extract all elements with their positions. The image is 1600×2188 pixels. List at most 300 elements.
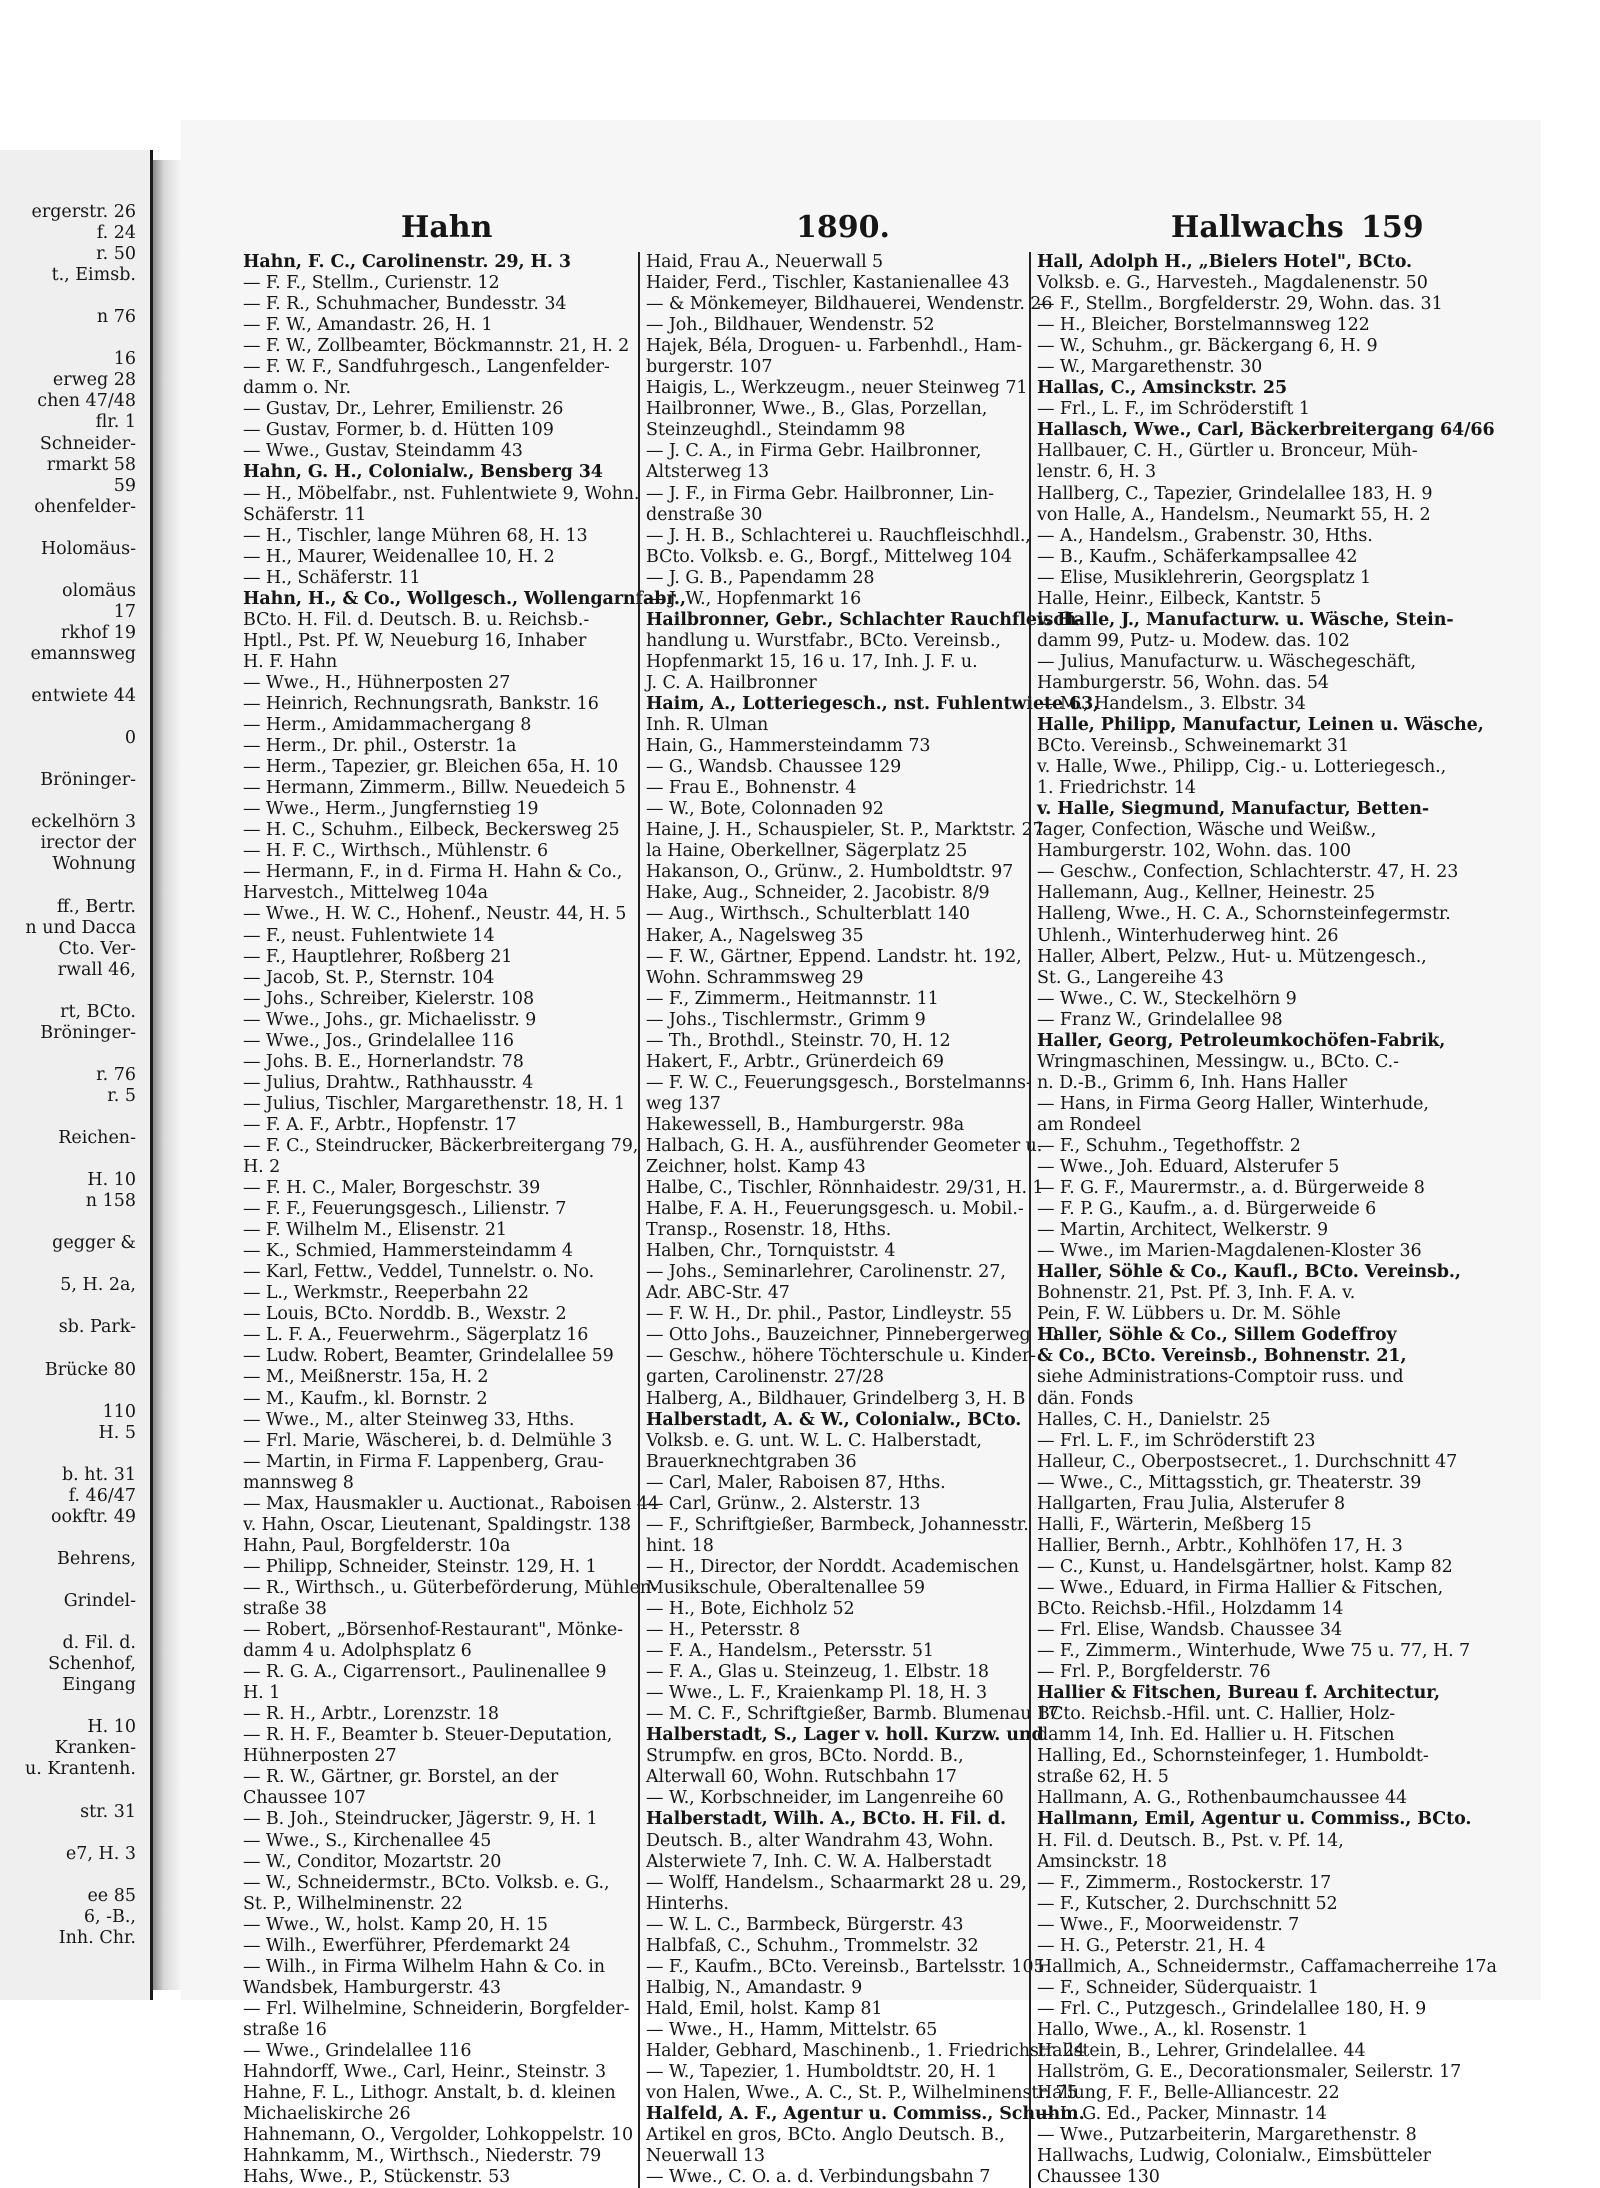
directory-entry: — M. C. F., Schriftgießer, Barmb. Blumenau 17 — [646, 1704, 1059, 1725]
directory-entry: — F. A. F., Arbtr., Hopfenstr. 17 — [243, 1114, 517, 1135]
edge-fragment: H. 10 — [87, 1170, 136, 1191]
directory-entry: v. Halle, Siegmund, Manufactur, Betten- — [1037, 799, 1430, 820]
directory-entry: — Wwe., Joh. Eduard, Alsterufer 5 — [1037, 1157, 1340, 1178]
directory-entry: — Martin, Architect, Welkerstr. 9 — [1037, 1220, 1329, 1241]
edge-fragment: rmarkt 58 — [46, 454, 136, 475]
directory-entry: — Frl. C., Putzgesch., Grindelallee 180, H. 9 — [1037, 1998, 1427, 2019]
directory-entry: Halbig, N., Amandastr. 9 — [646, 1977, 863, 1998]
directory-entry: — Gustav, Former, b. d. Hütten 109 — [243, 420, 554, 441]
directory-entry: — Geschw., Confection, Schlachterstr. 47, H. 23 — [1037, 862, 1459, 883]
directory-entry: — H., Director, der Norddt. Academischen — [646, 1556, 1019, 1577]
edge-fragment: erweg 28 — [52, 370, 136, 391]
edge-fragment: t., Eimsb. — [51, 265, 136, 286]
directory-entry: — M., Meißnerstr. 15a, H. 2 — [243, 1367, 489, 1388]
directory-entry: hint. 18 — [646, 1535, 714, 1556]
directory-entry: — Frl. L. F., im Schröderstift 23 — [1037, 1430, 1316, 1451]
directory-entry: — Hermann, F., in d. Firma H. Hahn & Co., — [243, 862, 623, 883]
directory-entry: — Jacob, St. P., Sternstr. 104 — [243, 967, 495, 988]
directory-entry: Harvestch., Mittelweg 104a — [243, 883, 488, 904]
directory-entry: — C., Kunst, u. Handelsgärtner, holst. Kamp 82 — [1037, 1556, 1453, 1577]
edge-fragment: eckelhörn 3 — [31, 812, 136, 833]
directory-entry: — F. W. H., Dr. phil., Pastor, Lindleystr. 55 — [646, 1304, 1012, 1325]
directory-entry: & Co., BCto. Vereinsb., Bohnenstr. 21, — [1037, 1346, 1407, 1367]
directory-entry: — Otto Johs., Bauzeichner, Pinnebergerweg 10 — [646, 1325, 1059, 1346]
directory-entry: Haker, A., Nagelsweg 35 — [646, 925, 864, 946]
directory-entry: Hahnemann, O., Vergolder, Lohkoppelstr. 10 — [243, 2125, 634, 2146]
directory-entry: — Wwe., F., Moorweidenstr. 7 — [1037, 1914, 1300, 1935]
directory-entry: — Wwe., Grindelallee 116 — [243, 2040, 472, 2061]
directory-entry: — W., Margarethenstr. 30 — [1037, 357, 1263, 378]
edge-fragment: H. 10 — [87, 1717, 136, 1738]
directory-entry: Hallwachs, Ludwig, Colonialw., Eimsbütteler — [1037, 2146, 1431, 2167]
directory-entry: handlung u. Wurstfabr., BCto. Vereinsb., — [646, 630, 1001, 651]
directory-entry: Volksb. e. G. unt. W. L. C. Halberstadt, — [646, 1430, 982, 1451]
directory-entry: Neuerwall 13 — [646, 2146, 765, 2167]
directory-entry: — Martin, in Firma F. Lappenberg, Grau- — [243, 1451, 604, 1472]
directory-entry: BCto. Vereinsb., Schweinemarkt 31 — [1037, 736, 1349, 757]
directory-entry: — H., Tischler, lange Mühren 68, H. 13 — [243, 525, 588, 546]
edge-fragment: gegger & — [52, 1233, 136, 1254]
edge-fragment: Bröninger- — [40, 770, 136, 791]
directory-entry: — Wwe., im Marien-Magdalenen-Kloster 36 — [1037, 1241, 1422, 1262]
directory-entry: — F., Stellm., Borgfelderstr. 29, Wohn. das. 31 — [1037, 294, 1443, 315]
directory-entry: — Heinrich, Rechnungsrath, Bankstr. 16 — [243, 693, 599, 714]
edge-fragment — [0, 791, 136, 812]
edge-fragment — [0, 518, 136, 539]
directory-entry: — A., Handelsm., Grabenstr. 30, Hths. — [1037, 525, 1373, 546]
edge-fragment — [0, 1528, 136, 1549]
directory-entry: Artikel en gros, BCto. Anglo Deutsch. B., — [646, 2125, 1005, 2146]
directory-entry: Haim, A., Lotteriegesch., nst. Fuhlentwiete 63, — [646, 693, 1100, 714]
directory-entry: Haid, Frau A., Neuerwall 5 — [646, 252, 884, 272]
directory-entry: — Johs., Schreiber, Kielerstr. 108 — [243, 988, 534, 1009]
directory-entry: — Wwe., Jos., Grindelallee 116 — [243, 1030, 514, 1051]
directory-entry: — Johs., Seminarlehrer, Carolinenstr. 27, — [646, 1262, 1006, 1283]
left-page-edge — [0, 150, 153, 2000]
directory-entry: Hamburgerstr. 56, Wohn. das. 54 — [1037, 672, 1329, 693]
directory-entry: Transp., Rosenstr. 18, Hths. — [646, 1220, 892, 1241]
edge-fragment — [0, 560, 136, 581]
edge-fragment: emannsweg — [30, 643, 136, 664]
directory-entry: Haller, Albert, Pelzw., Hut- u. Mützengesch., — [1037, 946, 1427, 967]
directory-entry: am Rondeel — [1037, 1114, 1142, 1135]
directory-entry: Halli, F., Wärterin, Meßberg 15 — [1037, 1514, 1312, 1535]
directory-entry: — Philipp, Schneider, Steinstr. 129, H. 1 — [243, 1556, 597, 1577]
edge-fragment: 59 — [113, 475, 136, 496]
directory-page — [181, 120, 1541, 2188]
directory-entry: — Julius, Manufacturw. u. Wäschegeschäft, — [1037, 651, 1416, 672]
running-head-year: 1890. — [796, 210, 890, 245]
directory-entry: v. Halle, J., Manufacturw. u. Wäsche, Stein- — [1037, 609, 1454, 630]
directory-entry: — F., Zimmerm., Heitmannstr. 11 — [646, 988, 939, 1009]
directory-entry: — Wwe., C., Mittagsstich, gr. Theaterstr. 39 — [1037, 1472, 1422, 1493]
left-page-fragments — [0, 150, 150, 1949]
directory-entry: Chaussee 107 — [243, 1788, 366, 1809]
edge-fragment: ohenfelder- — [34, 496, 136, 517]
directory-entry: — F. W., Amandastr. 26, H. 1 — [243, 315, 493, 336]
directory-entry: — H., Petersstr. 8 — [646, 1620, 801, 1641]
edge-fragment: n 158 — [85, 1191, 136, 1212]
edge-fragment — [0, 1149, 136, 1170]
edge-fragment: Kranken- — [54, 1738, 136, 1759]
directory-entry: straße 62, H. 5 — [1037, 1767, 1169, 1788]
edge-fragment — [0, 1107, 136, 1128]
directory-entry: — H., Bleicher, Borstelmannsweg 122 — [1037, 315, 1370, 336]
directory-entry: H. 2 — [243, 1157, 281, 1178]
directory-entry: — W., Bote, Colonnaden 92 — [646, 799, 884, 820]
edge-fragment: rt, BCto. — [60, 1001, 136, 1022]
directory-entry: — F., Zimmerm., Rostockerstr. 17 — [1037, 1872, 1332, 1893]
directory-entry: — Julius, Tischler, Margarethenstr. 18, H. 1 — [243, 1093, 625, 1114]
edge-fragment — [0, 1212, 136, 1233]
directory-entry: Hallmann, A. G., Rothenbaumchaussee 44 — [1037, 1788, 1408, 1809]
edge-fragment — [0, 1044, 136, 1065]
directory-entry: — F. W. C., Feuerungsgesch., Borstelmanns- — [646, 1072, 1032, 1093]
directory-entry: Hall, Adolph H., „Bielers Hotel", BCto. — [1037, 252, 1412, 272]
edge-fragment: rkhof 19 — [60, 622, 136, 643]
directory-entry: Halleng, Wwe., H. C. A., Schornsteinfegermstr. — [1037, 904, 1451, 925]
edge-fragment: Reichen- — [58, 1128, 136, 1149]
directory-entry: Hain, G., Hammersteindamm 73 — [646, 736, 931, 757]
directory-entry: — F., Zimmerm., Winterhude, Wwe 75 u. 77, H. 7 — [1037, 1641, 1471, 1662]
directory-entry: — F. W., Gärtner, Eppend. Landstr. ht. 192, — [646, 946, 1022, 967]
directory-entry: — W., Conditor, Mozartstr. 20 — [243, 1851, 502, 1872]
directory-entry: Halbe, C., Tischler, Rönnhaidestr. 29/31, H. 1 — [646, 1178, 1044, 1199]
directory-entry: — W., Schneidermstr., BCto. Volksb. e. G., — [243, 1872, 610, 1893]
directory-entry: — F., Schneider, Süderquaistr. 1 — [1037, 1977, 1319, 1998]
directory-entry: von Halle, A., Handelsm., Neumarkt 55, H. 2 — [1037, 504, 1431, 525]
directory-entry: Hallemann, Aug., Kellner, Heinestr. 25 — [1037, 883, 1375, 904]
directory-entry: — R. H. F., Beamter b. Steuer-Deputation, — [243, 1725, 613, 1746]
running-head-right: Hallwachs — [1171, 210, 1344, 245]
directory-entry: — L. G. Ed., Packer, Minnastr. 14 — [1037, 2104, 1327, 2125]
edge-fragment — [0, 876, 136, 897]
directory-entry: lager, Confection, Wäsche und Weißw., — [1037, 820, 1377, 841]
running-head-left: Hahn — [401, 210, 493, 245]
directory-entry: Hallmann, Emil, Agentur u. Commiss., BCto. — [1037, 1809, 1472, 1830]
directory-entry: straße 38 — [243, 1599, 327, 1619]
directory-entry: Hühnerposten 27 — [243, 1746, 397, 1767]
directory-entry: Steinzeughdl., Steindamm 98 — [646, 420, 906, 441]
directory-entry: — J. F., in Firma Gebr. Hailbronner, Lin- — [646, 483, 994, 504]
directory-entry: dän. Fonds — [1037, 1388, 1134, 1409]
edge-fragment — [0, 1781, 136, 1802]
directory-entry: Halberstadt, A. & W., Colonialw., BCto. — [646, 1409, 1022, 1430]
directory-entry: la Haine, Oberkellner, Sägerplatz 25 — [646, 841, 968, 862]
directory-entry: Hallier & Fitschen, Bureau f. Architectur, — [1037, 1683, 1441, 1704]
directory-entry: — F., Schuhm., Tegethoffstr. 2 — [1037, 1135, 1301, 1156]
edge-fragment: Grindel- — [63, 1591, 136, 1612]
directory-entry: Hallbauer, C. H., Gürtler u. Bronceur, Müh- — [1037, 441, 1418, 462]
directory-entry: Wringmaschinen, Messingw. u., BCto. C.- — [1037, 1051, 1399, 1072]
directory-entry: — J. W., Hopfenmarkt 16 — [646, 588, 862, 609]
directory-entry: Inh. R. Ulman — [646, 715, 769, 736]
edge-fragment — [0, 1612, 136, 1633]
directory-entry: — Hermann, Zimmerm., Billw. Neuedeich 5 — [243, 778, 626, 799]
directory-entry: — H., Bote, Eichholz 52 — [646, 1599, 855, 1619]
edge-fragment — [0, 1381, 136, 1402]
directory-entry: Haller, Georg, Petroleumkochöfen-Fabrik, — [1037, 1030, 1446, 1051]
directory-entry: Adr. ABC-Str. 47 — [646, 1283, 790, 1304]
directory-entry: Hahn, Paul, Borgfelderstr. 10a — [243, 1535, 511, 1556]
directory-entry: — M., Handelsm., 3. Elbstr. 34 — [1037, 693, 1306, 714]
directory-entry: — Frl. P., Borgfelderstr. 76 — [1037, 1662, 1271, 1683]
directory-entry: — F. F., Feuerungsgesch., Lilienstr. 7 — [243, 1199, 567, 1220]
edge-fragment — [0, 665, 136, 686]
directory-entry: — F. G. F., Maurermstr., a. d. Bürgerweide 8 — [1037, 1178, 1425, 1199]
directory-entry: Hopfenmarkt 15, 16 u. 17, Inh. J. F. u. — [646, 651, 978, 672]
directory-entry: Alsterwiete 7, Inh. C. W. A. Halberstadt — [646, 1851, 992, 1872]
directory-entry: Amsinckstr. 18 — [1037, 1851, 1167, 1872]
directory-entry: Halder, Gebhard, Maschinenb., 1. Friedrichstr. 24 — [646, 2040, 1086, 2061]
edge-fragment: flr. 1 — [95, 412, 136, 433]
edge-fragment — [0, 1339, 136, 1360]
directory-entry: burgerstr. 107 — [646, 357, 773, 378]
directory-entry: — Wwe., C. W., Steckelhörn 9 — [1037, 988, 1297, 1009]
directory-entry: H. Fil. d. Deutsch. B., Pst. v. Pf. 14, — [1037, 1830, 1344, 1851]
edge-fragment: 16 — [113, 349, 136, 370]
edge-fragment: Wohnung — [52, 854, 136, 875]
directory-entry: — F., neust. Fuhlentwiete 14 — [243, 925, 495, 946]
directory-entry: BCto. Volksb. e. G., Borgf., Mittelweg 104 — [646, 546, 1012, 567]
directory-entry: — F. P. G., Kaufm., a. d. Bürgerweide 6 — [1037, 1199, 1377, 1220]
directory-entry: Halling, Ed., Schornsteinfeger, 1. Humboldt- — [1037, 1746, 1429, 1767]
directory-entry: — Frau E., Bohnenstr. 4 — [646, 778, 857, 799]
directory-entry: n. D.-B., Grimm 6, Inh. Hans Haller — [1037, 1072, 1347, 1093]
directory-entry: — Frl. Marie, Wäscherei, b. d. Delmühle 3 — [243, 1430, 613, 1451]
edge-fragment: Bröninger- — [40, 1022, 136, 1043]
directory-entry: Bohnenstr. 21, Pst. Pf. 3, Inh. F. A. v. — [1037, 1283, 1356, 1304]
directory-entry: — F. C., Steindrucker, Bäckerbreitergang 79, — [243, 1135, 639, 1156]
directory-entry: — Carl, Maler, Raboisen 87, Hths. — [646, 1472, 946, 1493]
directory-entry: Hallgarten, Frau Julia, Alsterufer 8 — [1037, 1493, 1346, 1514]
edge-fragment: f. 46/47 — [68, 1485, 136, 1506]
directory-entry: denstraße 30 — [646, 504, 763, 525]
directory-entry: Hahn, F. C., Carolinenstr. 29, H. 3 — [243, 252, 571, 272]
directory-entry: — Wwe., Putzarbeiterin, Margarethenstr. 8 — [1037, 2125, 1417, 2146]
directory-entry: Haine, J. H., Schauspieler, St. P., Marktstr. 27 — [646, 820, 1044, 841]
directory-entry: — F. R., Schuhmacher, Bundesstr. 34 — [243, 294, 567, 315]
directory-entry: Haider, Ferd., Tischler, Kastanienallee 43 — [646, 273, 1010, 294]
directory-entry: — Frl. Wilhelmine, Schneiderin, Borgfelder- — [243, 1998, 630, 2019]
page-header — [181, 210, 1541, 250]
directory-entry: — Franz W., Grindelallee 98 — [1037, 1009, 1283, 1030]
edge-fragment: 0 — [124, 728, 136, 749]
directory-entry: — Wwe., Gustav, Steindamm 43 — [243, 441, 523, 462]
edge-fragment — [0, 1823, 136, 1844]
directory-entry: von Halen, Wwe., A. C., St. P., Wilhelminenstr. 75 — [646, 2083, 1078, 2104]
directory-entry: — H. G., Peterstr. 21, H. 4 — [1037, 1935, 1266, 1956]
directory-entry: Hald, Emil, holst. Kamp 81 — [646, 1998, 883, 2019]
directory-entry: — Max, Hausmakler u. Auctionat., Raboisen 44 — [243, 1493, 659, 1514]
directory-entry: — Herm., Tapezier, gr. Bleichen 65a, H. 10 — [243, 757, 619, 778]
directory-entry: — F. A., Handelsm., Petersstr. 51 — [646, 1641, 934, 1662]
directory-entry: — Herm., Amidammachergang 8 — [243, 715, 532, 736]
directory-entry: Hptl., Pst. Pf. W, Neueburg 16, Inhaber — [243, 630, 587, 651]
directory-entry: Halfeld, A. F., Agentur u. Commiss., Schuhm. — [646, 2104, 1085, 2125]
directory-entry: — F. H. C., Maler, Borgeschstr. 39 — [243, 1178, 541, 1199]
directory-entry: Hajek, Béla, Droguen- u. Farbenhdl., Ham- — [646, 336, 1022, 357]
edge-fragment: Behrens, — [56, 1549, 136, 1569]
directory-entry: — K., Schmied, Hammersteindamm 4 — [243, 1241, 573, 1262]
directory-entry: — Wilh., in Firma Wilhelm Hahn & Co. in — [243, 1956, 605, 1977]
directory-entry: straße 16 — [243, 2019, 327, 2040]
edge-fragment: Eingang — [62, 1675, 136, 1696]
directory-entry: Hallström, G. E., Decorationsmaler, Seilerstr. 17 — [1037, 2062, 1462, 2083]
directory-entry: — J. H. B., Schlachterei u. Rauchfleischhdl., — [646, 525, 1031, 546]
directory-entry: — Gustav, Dr., Lehrer, Emilienstr. 26 — [243, 399, 564, 420]
directory-entry: — L., Werkmstr., Reeperbahn 22 — [243, 1283, 529, 1304]
edge-fragment: ff., Bertr. — [56, 896, 136, 917]
directory-entry: H. 1 — [243, 1683, 281, 1704]
column-3 — [1029, 252, 1497, 2188]
edge-fragment: n und Dacca — [25, 917, 136, 938]
directory-entry: — F., Hauptlehrer, Roßberg 21 — [243, 946, 513, 967]
directory-entry: Musikschule, Oberaltenallee 59 — [646, 1577, 925, 1598]
directory-entry: — H. C., Schuhm., Eilbeck, Beckersweg 25 — [243, 820, 620, 841]
directory-entry: — R. H., Arbtr., Lorenzstr. 18 — [243, 1704, 499, 1725]
edge-fragment: Cto. Ver- — [58, 938, 136, 959]
edge-fragment — [0, 1570, 136, 1591]
edge-fragment — [0, 749, 136, 770]
directory-entry: — Hans, in Firma Georg Haller, Winterhude, — [1037, 1093, 1429, 1114]
directory-entry: Hahne, F. L., Lithogr. Anstalt, b. d. kleinen — [243, 2083, 616, 2104]
directory-entry: BCto. H. Fil. d. Deutsch. B. u. Reichsb.- — [243, 609, 590, 630]
directory-entry: — Carl, Grünw., 2. Alsterstr. 13 — [646, 1493, 921, 1514]
directory-entry: Hakewessell, B., Hamburgerstr. 98a — [646, 1114, 965, 1135]
directory-entry: mannsweg 8 — [243, 1472, 354, 1493]
directory-entry: Deutsch. B., alter Wandrahm 43, Wohn. — [646, 1830, 994, 1851]
directory-entry: Halbach, G. H. A., ausführender Geometer u. — [646, 1135, 1043, 1156]
edge-fragment: olomäus — [62, 580, 136, 601]
directory-entry: — Joh., Bildhauer, Wendenstr. 52 — [646, 315, 935, 336]
directory-entry: — R. G. A., Cigarrensort., Paulinenallee 9 — [243, 1662, 607, 1683]
page-number: 159 — [1361, 210, 1424, 245]
directory-entry: Wandsbek, Hamburgerstr. 43 — [243, 1977, 501, 1998]
directory-entry: Hallung, F. F., Belle-Alliancestr. 22 — [1037, 2083, 1340, 2104]
directory-entry: Hahn, H., & Co., Wollgesch., Wollengarnfabr., — [243, 588, 686, 609]
directory-entry: — W., Korbschneider, im Langenreihe 60 — [646, 1788, 1004, 1809]
directory-entry: Hallmich, A., Schneidermstr., Caffamacherreihe 17a — [1037, 1956, 1497, 1977]
book-gutter — [153, 160, 181, 1990]
directory-entry: v. Hahn, Oscar, Lieutenant, Spaldingstr. 138 — [243, 1514, 631, 1535]
directory-entry: — Frl. Elise, Wandsb. Chaussee 34 — [1037, 1620, 1342, 1641]
directory-entry: — Frl., L. F., im Schröderstift 1 — [1037, 399, 1310, 420]
edge-fragment — [0, 1296, 136, 1317]
directory-entry: Hailbronner, Wwe., B., Glas, Porzellan, — [646, 399, 988, 420]
directory-entry: BCto. Reichsb.-Hfil. unt. C. Hallier, Holz- — [1037, 1704, 1396, 1725]
directory-entry: — Karl, Fettw., Veddel, Tunnelstr. o. No. — [243, 1262, 595, 1283]
directory-entry: Schäferstr. 11 — [243, 504, 367, 525]
directory-entry: Haller, Söhle & Co., Kaufl., BCto. Vereinsb., — [1037, 1262, 1461, 1283]
edge-fragment: n 76 — [96, 307, 136, 328]
directory-entry: — H., Möbelfabr., nst. Fuhlentwiete 9, Wohn. — [243, 483, 640, 504]
directory-entry: Volksb. e. G., Harvesteh., Magdalenenstr. 50 — [1037, 273, 1428, 294]
directory-entry: Haigis, L., Werkzeugm., neuer Steinweg 71 — [646, 378, 1028, 399]
directory-entry: Hamburgerstr. 102, Wohn. das. 100 — [1037, 841, 1352, 862]
edge-fragment: 5, H. 2a, — [60, 1275, 136, 1296]
directory-entry: Halberg, A., Bildhauer, Grindelberg 3, H. B — [646, 1388, 1026, 1409]
edge-fragment: rwall 46, — [57, 959, 136, 980]
edge-fragment: H. 5 — [98, 1422, 136, 1443]
directory-entry: — Geschw., höhere Töchterschule u. Kinder- — [646, 1346, 1036, 1367]
directory-entry: — Julius, Drahtw., Rathhausstr. 4 — [243, 1072, 534, 1093]
directory-entry: Hallberg, C., Tapezier, Grindelallee 183, H. 9 — [1037, 483, 1433, 504]
directory-entry: Pein, F. W. Lübbers u. Dr. M. Söhle — [1037, 1304, 1341, 1325]
directory-entry: Uhlenh., Winterhuderweg hint. 26 — [1037, 925, 1339, 946]
directory-entry: Alterwall 60, Wohn. Rutschbahn 17 — [646, 1767, 957, 1788]
directory-entry: Hahnkamm, M., Wirthsch., Niederstr. 79 — [243, 2146, 602, 2167]
directory-entry: — Wwe., H., Hühnerposten 27 — [243, 672, 511, 693]
directory-entry: — Robert, „Börsenhof-Restaurant", Mönke- — [243, 1620, 623, 1641]
directory-entry: — F. Wilhelm M., Elisenstr. 21 — [243, 1220, 507, 1241]
directory-entry: Wohn. Schrammsweg 29 — [646, 967, 864, 988]
directory-entry: — Th., Brothdl., Steinstr. 70, H. 12 — [646, 1030, 951, 1051]
edge-fragment — [0, 707, 136, 728]
directory-entry: — F. F., Stellm., Curienstr. 12 — [243, 273, 500, 294]
directory-entry: — J. G. B., Papendamm 28 — [646, 567, 875, 588]
directory-entry: — G., Wandsb. Chaussee 129 — [646, 757, 902, 778]
directory-entry: — L. F. A., Feuerwehrm., Sägerplatz 16 — [243, 1325, 589, 1346]
directory-entry: — M., Kaufm., kl. Bornstr. 2 — [243, 1388, 488, 1409]
directory-entry: Hakert, F., Arbtr., Grünerdeich 69 — [646, 1051, 944, 1072]
directory-entry: — B., Kaufm., Schäferkampsallee 42 — [1037, 546, 1358, 567]
edge-fragment: Inh. Chr. — [58, 1927, 136, 1948]
directory-entry: garten, Carolinenstr. 27/28 — [646, 1367, 884, 1388]
directory-entry: Hallstein, B., Lehrer, Grindelallee. 44 — [1037, 2040, 1366, 2061]
directory-entry: damm 14, Inh. Ed. Hallier u. H. Fitschen — [1037, 1725, 1395, 1746]
directory-entry: damm 99, Putz- u. Modew. das. 102 — [1037, 630, 1350, 651]
directory-entry: — H., Maurer, Weidenallee 10, H. 2 — [243, 546, 555, 567]
directory-entry: — F. W. F., Sandfuhrgesch., Langenfelder- — [243, 357, 610, 378]
directory-entry: J. C. A. Hailbronner — [646, 672, 817, 693]
directory-entry: Hallasch, Wwe., Carl, Bäckerbreitergang 64/66 — [1037, 420, 1495, 441]
directory-entry: Hakanson, O., Grünw., 2. Humboldtstr. 97 — [646, 862, 1014, 883]
edge-fragment: 110 — [102, 1401, 136, 1422]
edge-fragment: b. ht. 31 — [61, 1464, 136, 1485]
directory-entry: Hahndorff, Wwe., Carl, Heinr., Steinstr. 3 — [243, 2062, 607, 2083]
directory-entry: Halben, Chr., Tornquiststr. 4 — [646, 1241, 896, 1262]
directory-entry: — Wilh., Ewerführer, Pferdemarkt 24 — [243, 1935, 571, 1956]
directory-entry: — H. F. C., Wirthsch., Mühlenstr. 6 — [243, 841, 549, 862]
directory-entry: Hallo, Wwe., A., kl. Rosenstr. 1 — [1037, 2019, 1309, 2040]
edge-fragment: Holomäus- — [40, 538, 136, 559]
edge-fragment — [0, 981, 136, 1002]
directory-entry: — F. A., Glas u. Steinzeug, 1. Elbstr. 18 — [646, 1662, 989, 1683]
edge-fragment: f. 24 — [96, 223, 136, 244]
directory-entry: — & Mönkemeyer, Bildhauerei, Wendenstr. 26 — [646, 294, 1053, 315]
directory-entry: — Wwe., Eduard, in Firma Hallier & Fitschen, — [1037, 1577, 1444, 1598]
directory-entry: — Wwe., W., holst. Kamp 20, H. 15 — [243, 1914, 548, 1935]
directory-entry: 1. Friedrichstr. 14 — [1037, 778, 1196, 799]
directory-entry: St. G., Langereihe 43 — [1037, 967, 1224, 988]
directory-entry: — H., Schäferstr. 11 — [243, 567, 421, 588]
directory-entry: — F. W., Zollbeamter, Böckmannstr. 21, H. 2 — [243, 336, 630, 357]
directory-entry: Halle, Philipp, Manufactur, Leinen u. Wäsche, — [1037, 715, 1484, 736]
edge-fragment: ee 85 — [87, 1885, 136, 1906]
directory-entry: — Wwe., H., Hamm, Mittelstr. 65 — [646, 2019, 938, 2040]
edge-fragment: entwiete 44 — [31, 686, 136, 707]
directory-entry: Halbe, F. A. H., Feuerungsgesch. u. Mobil.- — [646, 1199, 1024, 1220]
edge-fragment: chen 47/48 — [37, 391, 136, 412]
directory-entry: — Wolff, Handelsm., Schaarmarkt 28 u. 29, — [646, 1872, 1027, 1893]
edge-fragment: d. Fil. d. — [62, 1633, 136, 1654]
directory-entry: — B. Joh., Steindrucker, Jägerstr. 9, H. 1 — [243, 1809, 598, 1830]
directory-entry: — W. L. C., Barmbeck, Bürgerstr. 43 — [646, 1914, 964, 1935]
directory-entry: — Johs. B. E., Hornerlandstr. 78 — [243, 1051, 524, 1072]
directory-entry: — R., Wirthsch., u. Güterbeförderung, Mühlen- — [243, 1577, 657, 1598]
directory-entry: — Aug., Wirthsch., Schulterblatt 140 — [646, 904, 970, 925]
